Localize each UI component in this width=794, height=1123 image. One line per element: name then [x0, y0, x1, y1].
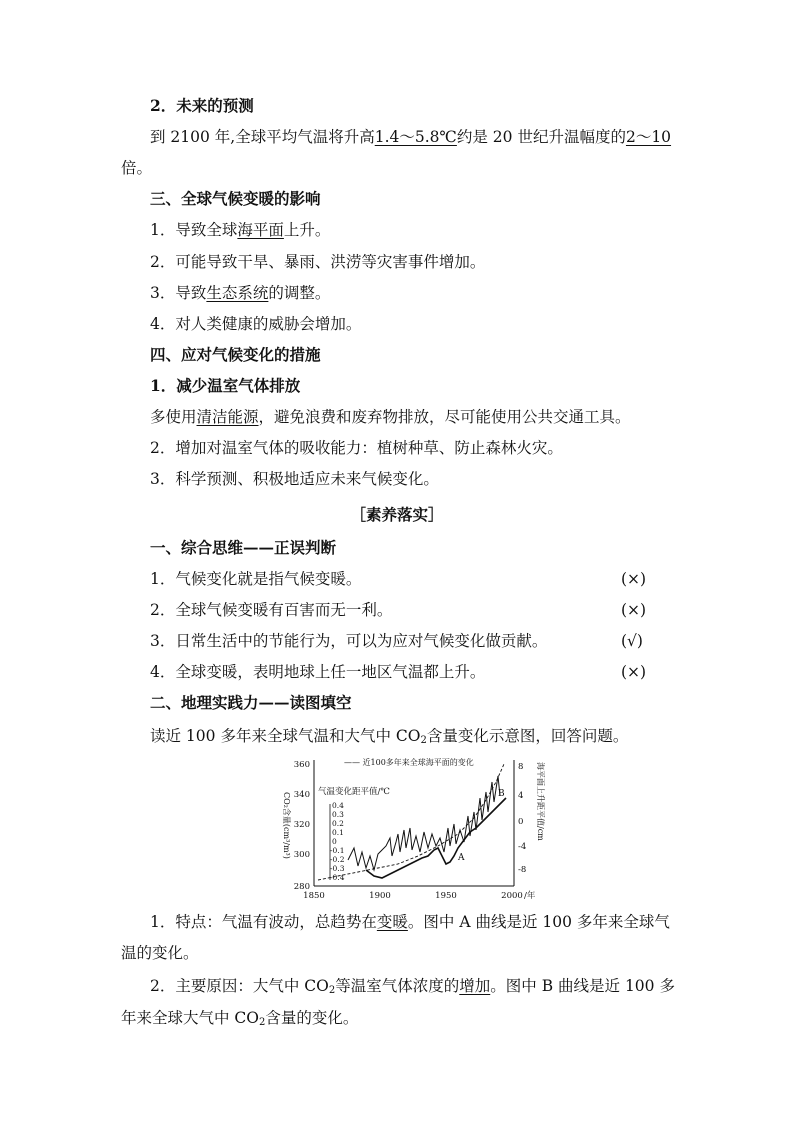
measure-item-1: 1．减少温室气体排放 [150, 376, 301, 395]
practice-intro [150, 726, 628, 751]
answer-increase: 增加 [459, 977, 491, 995]
impact-item-3 [150, 283, 330, 303]
left-axis-title: CO₂含量(cm³/m³) [282, 792, 291, 859]
answer-warming: 变暖 [376, 913, 408, 931]
text-span: 年来全球大气中 CO [121, 1009, 259, 1027]
answer-1-line1 [150, 912, 670, 932]
text-span: 。图中 B 曲线是近 100 多 [490, 977, 675, 995]
subscript: 2 [328, 985, 336, 996]
right-tick-label: 8 [518, 762, 524, 772]
left-tick-label: 320 [293, 820, 310, 830]
left-tick-label: 340 [293, 790, 310, 800]
answer-clean-energy: 清洁能源 [196, 408, 259, 426]
inner-tick-label: 0.2 [332, 819, 344, 828]
judge-item-1: 1．气候变化就是指气候变暖。 [150, 570, 362, 588]
practice-heading: 二、地理实践力——读图填空 [150, 693, 352, 712]
judge-heading: 一、综合思维——正误判断 [150, 538, 337, 557]
text-span: 1．导致全球 [150, 221, 238, 239]
measure-item-2: 2．增加对温室气体的吸收能力：植树种草、防止森林火灾。 [150, 439, 563, 457]
text-span: 2．主要原因：大气中 CO [150, 977, 329, 995]
judge-item-4: 4．全球变暖，表明地球上任一地区气温都上升。 [150, 663, 486, 681]
section-title: ［素养落实］ [350, 505, 444, 524]
x-tick-label: 2000 [501, 891, 523, 901]
text-span: 读近 100 多年来全球气温和大气中 CO [150, 727, 421, 745]
answer-2-line2 [121, 1008, 358, 1033]
impacts-heading: 三、全球气候变暖的影响 [150, 189, 321, 208]
inner-tick-label: 0.4 [332, 801, 344, 810]
text-span: 3．导致 [150, 284, 207, 302]
x-unit: /年 [524, 891, 536, 901]
answer-multiplier: 2～10 [625, 128, 672, 146]
right-tick-label: 4 [518, 791, 524, 801]
text-span: 多使用 [150, 408, 197, 426]
inner-tick-label: 0.1 [332, 828, 344, 837]
inner-tick-label: 0.3 [332, 810, 344, 819]
judge-mark-2: (×) [621, 601, 647, 619]
label-b: B [498, 789, 505, 799]
text-span: 含量变化示意图，回答问题。 [426, 727, 629, 745]
inner-axis-title: 气温变化距平值/℃ [318, 787, 390, 797]
inner-tick-label: -0.1 [330, 846, 345, 855]
judge-mark-4: (×) [621, 663, 647, 681]
answer-sea-level: 海平面 [237, 221, 284, 239]
left-tick-label: 360 [293, 760, 310, 770]
judge-item-2: 2．全球气候变暖有百害而无一利。 [150, 601, 393, 619]
text-span: 约是 20 世纪升温幅度的 [456, 128, 626, 146]
left-tick-label: 300 [293, 850, 310, 860]
left-tick-label: 280 [293, 882, 310, 892]
measure-item-1-detail [150, 407, 631, 427]
text-span: 到 2100 年,全球平均气温将升高 [150, 128, 375, 146]
text-span: 的调整。 [268, 284, 331, 302]
future-paragraph-line2: 倍。 [121, 159, 153, 177]
x-tick-label: 1850 [303, 891, 325, 901]
inner-tick-label: 0 [332, 837, 337, 846]
climate-figure [278, 752, 550, 904]
label-a: A [458, 853, 465, 863]
answer-1-line2: 温的变化。 [121, 944, 199, 962]
answer-2-line1 [150, 976, 675, 1001]
judge-mark-3: (√) [621, 632, 643, 650]
answer-ecosystem: 生态系统 [206, 284, 269, 302]
text-span: 含量的变化。 [265, 1009, 359, 1027]
text-span: 等温室气体浓度的 [335, 977, 460, 995]
measure-item-3: 3．科学预测、积极地适应未来气候变化。 [150, 470, 439, 488]
x-tick-label: 1950 [435, 891, 457, 901]
answer-temperature-range: 1.4～5.8℃ [374, 128, 457, 146]
judge-mark-1: (×) [621, 570, 647, 588]
impact-item-4: 4．对人类健康的威胁会增加。 [150, 315, 362, 333]
x-tick-label: 1900 [369, 891, 391, 901]
text-span: 1．特点：气温有波动，总趋势在 [150, 913, 377, 931]
measures-heading: 四、应对气候变化的措施 [150, 345, 321, 364]
future-heading: 2．未来的预测 [150, 96, 254, 115]
x-tick-labels [303, 890, 536, 901]
right-tick-labels [518, 762, 526, 875]
text-span: 。图中 A 曲线是近 100 多年来全球气 [407, 913, 670, 931]
right-tick-label: 0 [518, 817, 524, 827]
subscript: 2 [259, 1017, 266, 1028]
legend-sea-level: —— 近100多年来全球海平面的变化 [344, 758, 474, 767]
text-span: 上升。 [283, 221, 331, 239]
text-span: ，避免浪费和废弃物排放，尽可能使用公共交通工具。 [258, 408, 631, 426]
left-tick-labels [294, 760, 310, 892]
future-paragraph-line1 [150, 127, 671, 147]
inner-tick-labels [330, 801, 345, 882]
inner-tick-label: -0.4 [330, 873, 345, 882]
subscript: 2 [420, 735, 427, 746]
inner-tick-label: -0.2 [330, 855, 345, 864]
right-tick-label: -4 [518, 842, 527, 852]
impact-item-2: 2．可能导致干旱、暴雨、洪涝等灾害事件增加。 [150, 253, 486, 271]
sea-level-dashed-curve [318, 764, 504, 880]
right-axis-title: 海平面上升距平值/cm [536, 762, 545, 841]
right-tick-label: -8 [518, 865, 527, 875]
impact-item-1 [150, 220, 330, 240]
judge-item-3: 3．日常生活中的节能行为，可以为应对气候变化做贡献。 [150, 632, 548, 650]
inner-tick-label: -0.3 [330, 864, 345, 873]
